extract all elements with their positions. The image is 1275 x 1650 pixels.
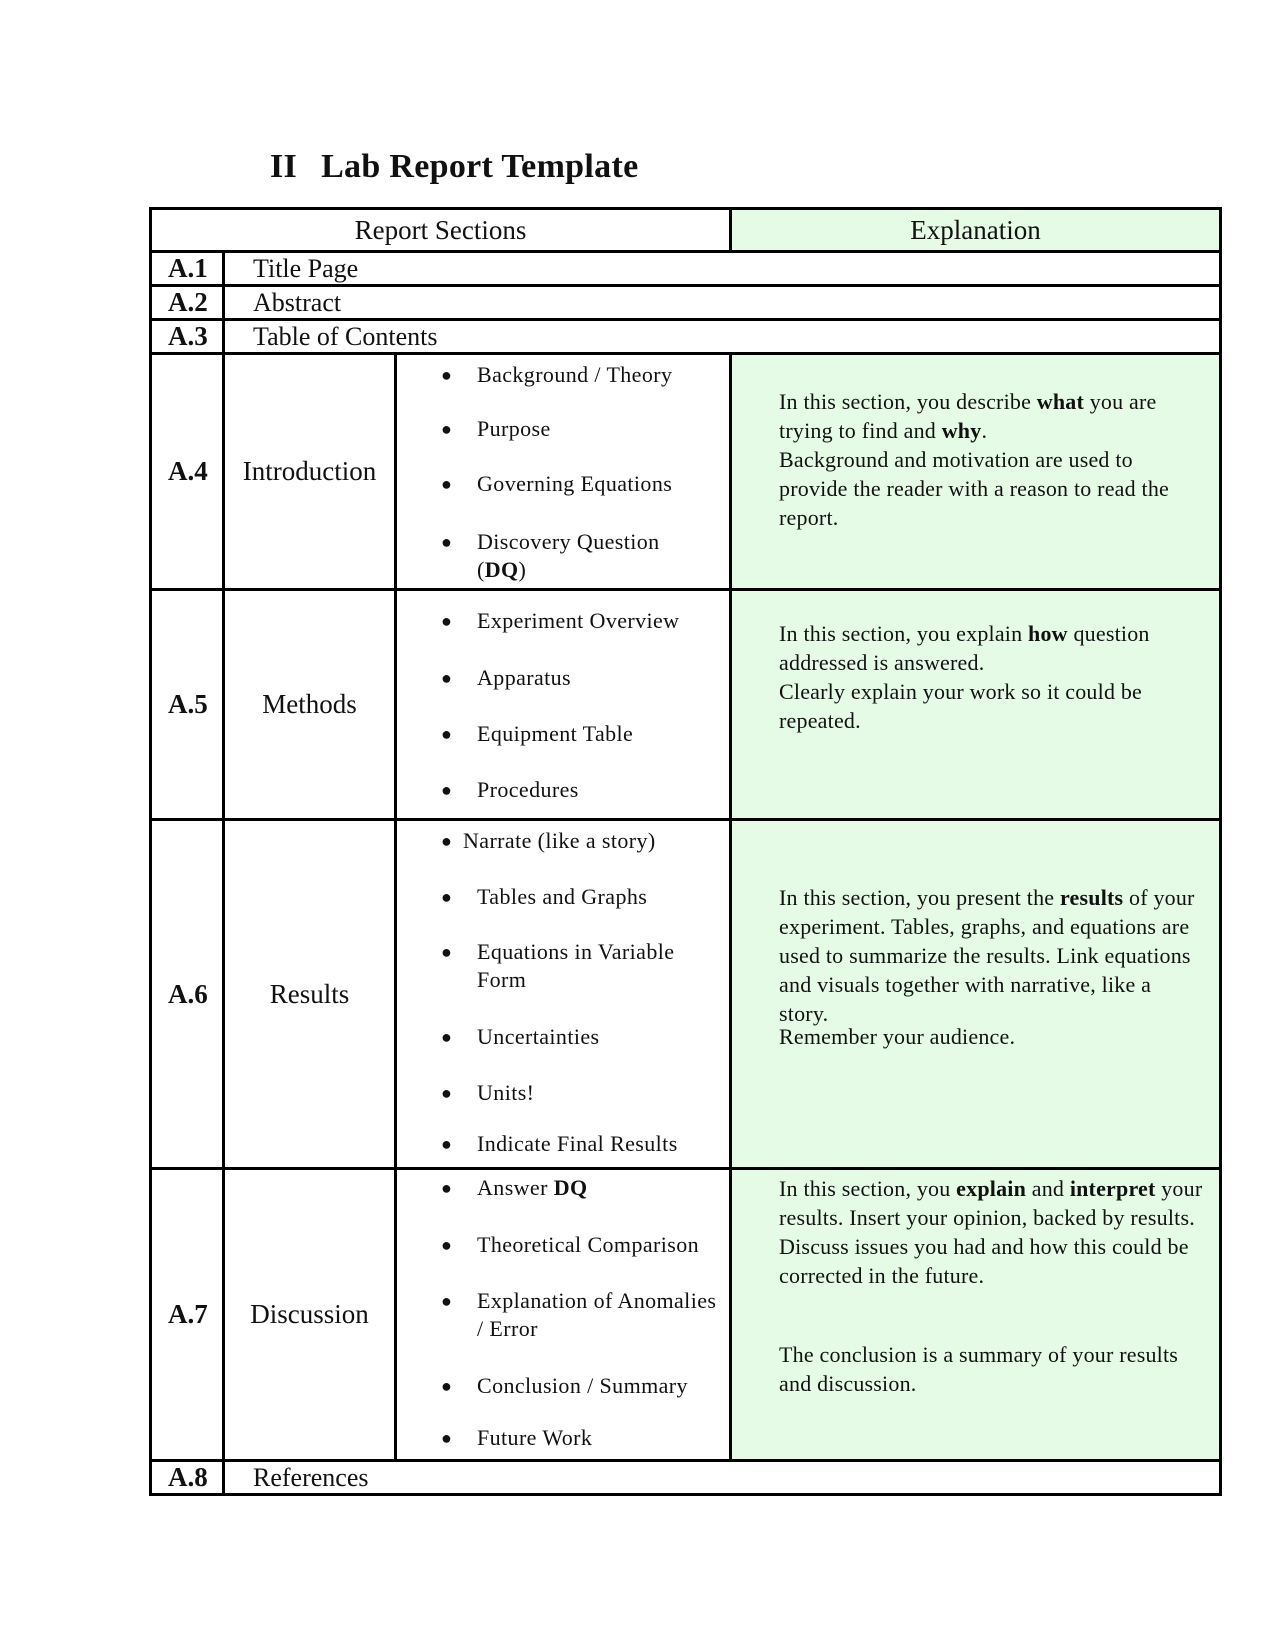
header-report-sections: Report Sections: [151, 209, 731, 252]
row-code: A.5: [151, 590, 224, 820]
explanation-cell: [731, 1169, 1221, 1461]
list-item: ● Purpose: [441, 416, 551, 441]
row-a7: [151, 1169, 1221, 1461]
page-title: [270, 148, 638, 186]
row-code: A.1: [151, 252, 224, 286]
row-code: A.2: [151, 286, 224, 320]
list-item: ● Experiment Overview: [441, 608, 680, 633]
header-explanation: Explanation: [731, 209, 1221, 252]
title-text: Lab Report Template: [321, 148, 639, 185]
explanation-cell: [731, 590, 1221, 820]
list-item: ● Answer DQ: [441, 1175, 588, 1200]
list-item: ● Theoretical Comparison: [441, 1232, 700, 1257]
lab-report-table: [149, 207, 1222, 1496]
section-name: Discussion: [224, 1169, 396, 1461]
list-item: ● Units!: [441, 1080, 535, 1105]
row-label: Abstract: [224, 286, 1221, 320]
row-a1: [151, 252, 1221, 286]
row-a3: [151, 320, 1221, 354]
list-item: ● Discovery Question (DQ): [441, 529, 660, 582]
row-a6: [151, 820, 1221, 1169]
subsection-list: [396, 354, 731, 590]
row-label: Title Page: [224, 252, 1221, 286]
explanation-text: Remember your audience.: [779, 1024, 1016, 1049]
row-code: A.4: [151, 354, 224, 590]
row-code: A.7: [151, 1169, 224, 1461]
row-code: A.3: [151, 320, 224, 354]
row-a2: [151, 286, 1221, 320]
row-a8: [151, 1461, 1221, 1495]
subsection-list: [396, 1169, 731, 1461]
explanation-cell: [731, 820, 1221, 1169]
row-a4: [151, 354, 1221, 590]
explanation-cell: [731, 354, 1221, 590]
explanation-text: The conclusion is a summary of your results and discussion.: [779, 1342, 1179, 1396]
list-item: ● Indicate Final Results: [441, 1131, 678, 1156]
section-name: Introduction: [224, 354, 396, 590]
section-name: Methods: [224, 590, 396, 820]
row-code: A.6: [151, 820, 224, 1169]
list-item: ● Apparatus: [441, 665, 572, 690]
list-item: ● Procedures: [441, 777, 579, 802]
list-item: ● Narrate (like a story): [441, 828, 656, 853]
list-item: ● Equations in Variable Form: [441, 939, 675, 992]
list-item: ● Tables and Graphs: [441, 884, 648, 909]
explanation-text: In this section, you present the results of your experiment. Tables, graphs, and equations are used to summarize the results. Link equations and visuals together with narrative, like a story.: [779, 885, 1195, 1026]
list-item: ● Future Work: [441, 1425, 593, 1450]
subsection-list: [396, 590, 731, 820]
subsection-list: [396, 820, 731, 1169]
list-item: ● Conclusion / Summary: [441, 1373, 688, 1398]
row-label: Table of Contents: [224, 320, 1221, 354]
list-item: ● Equipment Table: [441, 721, 634, 746]
row-a5: [151, 590, 1221, 820]
explanation-text: In this section, you explain and interpret your results. Insert your opinion, backed by results. Discuss issues you had and how this could be corrected in the future.: [779, 1176, 1203, 1288]
row-label: References: [224, 1461, 1221, 1495]
explanation-text: In this section, you explain how question addressed is answered. Clearly explain your work so it could be repeated.: [779, 621, 1150, 733]
list-item: ● Governing Equations: [441, 471, 673, 496]
table-header-row: [151, 209, 1221, 252]
list-item: ● Background / Theory: [441, 362, 673, 387]
list-item: ● Explanation of Anomalies / Error: [441, 1288, 717, 1341]
explanation-text: In this section, you describe what you are trying to find and why. Background and motivation are used to provide the reader with a reason to read the report.: [779, 389, 1169, 530]
section-name: Results: [224, 820, 396, 1169]
section-number: II: [270, 148, 298, 185]
list-item: ● Uncertainties: [441, 1024, 600, 1049]
row-code: A.8: [151, 1461, 224, 1495]
